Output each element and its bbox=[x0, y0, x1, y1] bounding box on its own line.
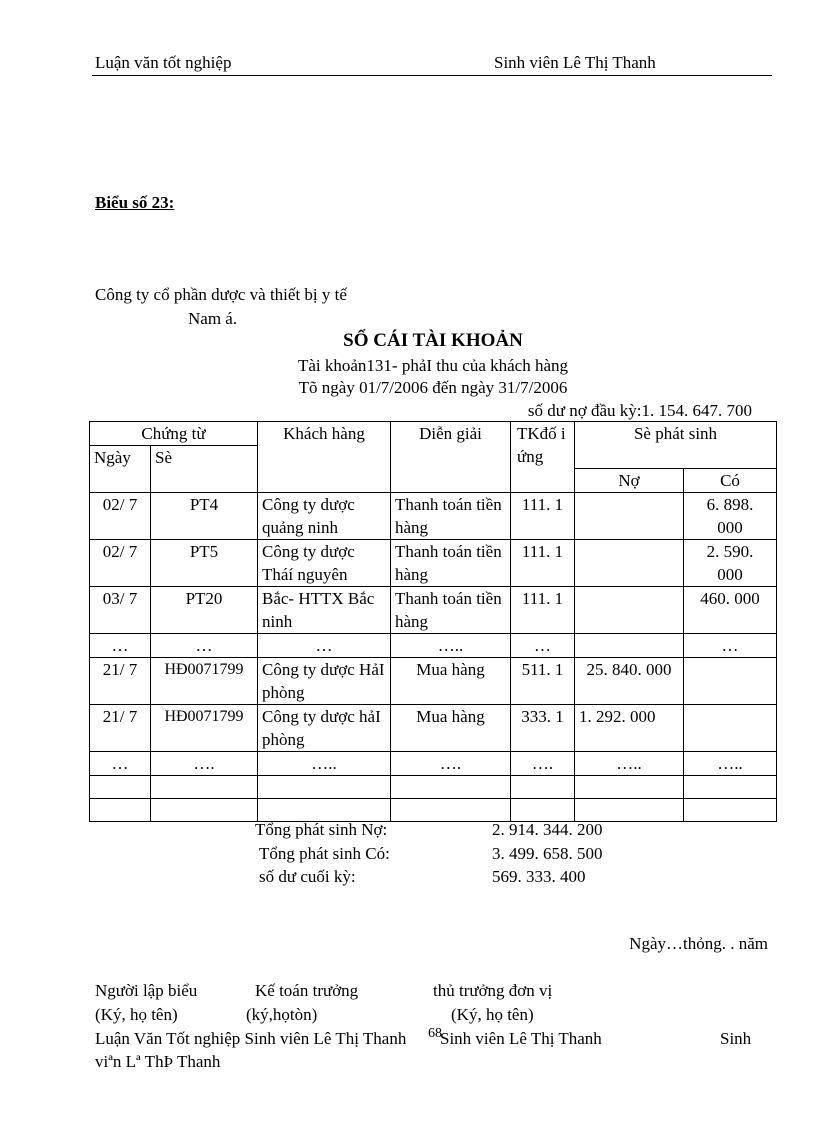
cell-customer: Công ty dược hảI phòng bbox=[258, 705, 391, 752]
cell-contra-account: … bbox=[511, 634, 575, 658]
header-left: Luận văn tốt nghiệp bbox=[95, 53, 232, 72]
cell-description: Mua hàng bbox=[391, 705, 511, 752]
cell-number: … bbox=[151, 634, 258, 658]
cell-debit bbox=[575, 540, 684, 587]
cell-description: Thanh toán tiền hàng bbox=[391, 587, 511, 634]
date-line: Ngày…thỏng. . năm bbox=[629, 934, 768, 953]
total-debit-label: Tổng phát sinh Nợ: bbox=[255, 820, 388, 839]
cell-contra-account: 111. 1 bbox=[511, 540, 575, 587]
cell-customer: Bắc- HTTX Bắc ninh bbox=[258, 587, 391, 634]
opening-balance: số dư nợ đầu kỳ:1. 154. 647. 700 bbox=[527, 401, 752, 420]
footer-author: Sinh viên Lê Thị Thanh bbox=[440, 1029, 602, 1048]
cell-number: HĐ0071799 bbox=[151, 705, 258, 752]
form-label: Biểu số 23: bbox=[95, 193, 175, 212]
table-row bbox=[90, 540, 777, 587]
cell-debit bbox=[575, 587, 684, 634]
signature-head-note: (Ký, họ tên) bbox=[451, 1005, 534, 1024]
cell-customer: … bbox=[258, 634, 391, 658]
header-description: Diễn giải bbox=[391, 422, 511, 493]
cell-customer: Công ty dược quảng ninh bbox=[258, 493, 391, 540]
table-header-row bbox=[90, 422, 777, 446]
cell-debit bbox=[575, 634, 684, 658]
table-row bbox=[90, 493, 777, 540]
cell-number: HĐ0071799 bbox=[151, 658, 258, 705]
signature-head: thủ trưởng đơn vị bbox=[433, 981, 553, 1000]
ledger-table bbox=[89, 421, 777, 822]
total-debit-value: 2. 914. 344. 200 bbox=[492, 820, 603, 839]
period: Tõ ngày 01/7/2006 đến ngày 31/7/2006 bbox=[298, 378, 568, 397]
page-title: SỔ CÁI TÀI KHOẢN bbox=[343, 330, 523, 351]
table-row bbox=[90, 587, 777, 634]
cell-credit bbox=[684, 658, 777, 705]
signature-chief-accountant: Kế toán trưởng bbox=[255, 981, 359, 1000]
header-right: Sinh viên Lê Thị Thanh bbox=[494, 53, 656, 72]
cell-date: 02/ 7 bbox=[90, 540, 151, 587]
cell-contra-account: 111. 1 bbox=[511, 587, 575, 634]
company-name: Công ty cổ phần dược và thiết bị y tế bbox=[95, 285, 347, 304]
signature-preparer-note: (Ký, họ tên) bbox=[95, 1005, 178, 1024]
cell-date: 21/ 7 bbox=[90, 705, 151, 752]
cell-contra-account: 111. 1 bbox=[511, 493, 575, 540]
cell-number: …. bbox=[151, 752, 258, 776]
cell-customer bbox=[258, 776, 391, 799]
cell-customer bbox=[258, 799, 391, 822]
cell-debit: ….. bbox=[575, 752, 684, 776]
closing-balance-label: số dư cuối kỳ: bbox=[259, 867, 356, 886]
header-voucher: Chứng từ bbox=[90, 422, 258, 446]
header-number: Sè bbox=[151, 446, 258, 493]
cell-date: … bbox=[90, 634, 151, 658]
cell-date: … bbox=[90, 752, 151, 776]
cell-credit bbox=[684, 799, 777, 822]
cell-contra-account bbox=[511, 799, 575, 822]
cell-customer: Công ty dược Tháí nguyên bbox=[258, 540, 391, 587]
table-row bbox=[90, 752, 777, 776]
cell-date bbox=[90, 799, 151, 822]
footer-garbled-text: viªn Lª ThÞ Thanh bbox=[95, 1052, 221, 1071]
cell-debit: 1. 292. 000 bbox=[575, 705, 684, 752]
cell-credit bbox=[684, 776, 777, 799]
cell-credit: 6. 898. 000 bbox=[684, 493, 777, 540]
cell-contra-account: 511. 1 bbox=[511, 658, 575, 705]
cell-description: Thanh toán tiền hàng bbox=[391, 540, 511, 587]
signature-chief-accountant-note: (ký,họtòn) bbox=[246, 1005, 318, 1024]
total-credit-label: Tổng phát sinh Có: bbox=[259, 844, 390, 863]
cell-number bbox=[151, 776, 258, 799]
cell-contra-account bbox=[511, 776, 575, 799]
cell-description bbox=[391, 799, 511, 822]
page-number: 68 bbox=[428, 1026, 442, 1041]
header-date: Ngày bbox=[90, 446, 151, 493]
cell-description bbox=[391, 776, 511, 799]
cell-credit: … bbox=[684, 634, 777, 658]
cell-number: PT5 bbox=[151, 540, 258, 587]
cell-customer: ….. bbox=[258, 752, 391, 776]
cell-contra-account: …. bbox=[511, 752, 575, 776]
table-row bbox=[90, 799, 777, 822]
footer-author-overflow: Sinh bbox=[720, 1029, 752, 1048]
account-title: Tài khoản131- phảI thu của khách hàng bbox=[297, 356, 569, 375]
cell-debit: 25. 840. 000 bbox=[575, 658, 684, 705]
header-arising: Sè phát sinh bbox=[575, 422, 777, 469]
cell-date: 21/ 7 bbox=[90, 658, 151, 705]
cell-credit: ….. bbox=[684, 752, 777, 776]
closing-balance-value: 569. 333. 400 bbox=[492, 867, 586, 886]
cell-number: PT20 bbox=[151, 587, 258, 634]
table-row bbox=[90, 705, 777, 752]
footer-text: Luận Văn Tốt nghiệp Sinh viên Lê Thị Thanh bbox=[95, 1029, 407, 1048]
cell-customer: Công ty dược HảI phòng bbox=[258, 658, 391, 705]
table-row bbox=[90, 776, 777, 799]
cell-description: ….. bbox=[391, 634, 511, 658]
cell-description: Mua hàng bbox=[391, 658, 511, 705]
cell-date: 03/ 7 bbox=[90, 587, 151, 634]
cell-date: 02/ 7 bbox=[90, 493, 151, 540]
cell-date bbox=[90, 776, 151, 799]
cell-debit bbox=[575, 776, 684, 799]
table-row bbox=[90, 634, 777, 658]
cell-credit: 460. 000 bbox=[684, 587, 777, 634]
company-name-line2: Nam á. bbox=[188, 309, 238, 328]
signature-preparer: Người lập biểu bbox=[95, 981, 198, 1000]
total-credit-value: 3. 499. 658. 500 bbox=[492, 844, 603, 863]
cell-contra-account: 333. 1 bbox=[511, 705, 575, 752]
cell-number: PT4 bbox=[151, 493, 258, 540]
cell-description: …. bbox=[391, 752, 511, 776]
cell-credit: 2. 590. 000 bbox=[684, 540, 777, 587]
header-debit: Nợ bbox=[575, 469, 684, 493]
cell-description: Thanh toán tiền hàng bbox=[391, 493, 511, 540]
cell-debit bbox=[575, 493, 684, 540]
table-row bbox=[90, 658, 777, 705]
cell-number bbox=[151, 799, 258, 822]
cell-credit bbox=[684, 705, 777, 752]
header-contra-account: TKđố i ứng bbox=[511, 422, 575, 493]
header-customer: Khách hàng bbox=[258, 422, 391, 493]
cell-debit bbox=[575, 799, 684, 822]
header-credit: Có bbox=[684, 469, 777, 493]
header-rule bbox=[92, 75, 772, 76]
